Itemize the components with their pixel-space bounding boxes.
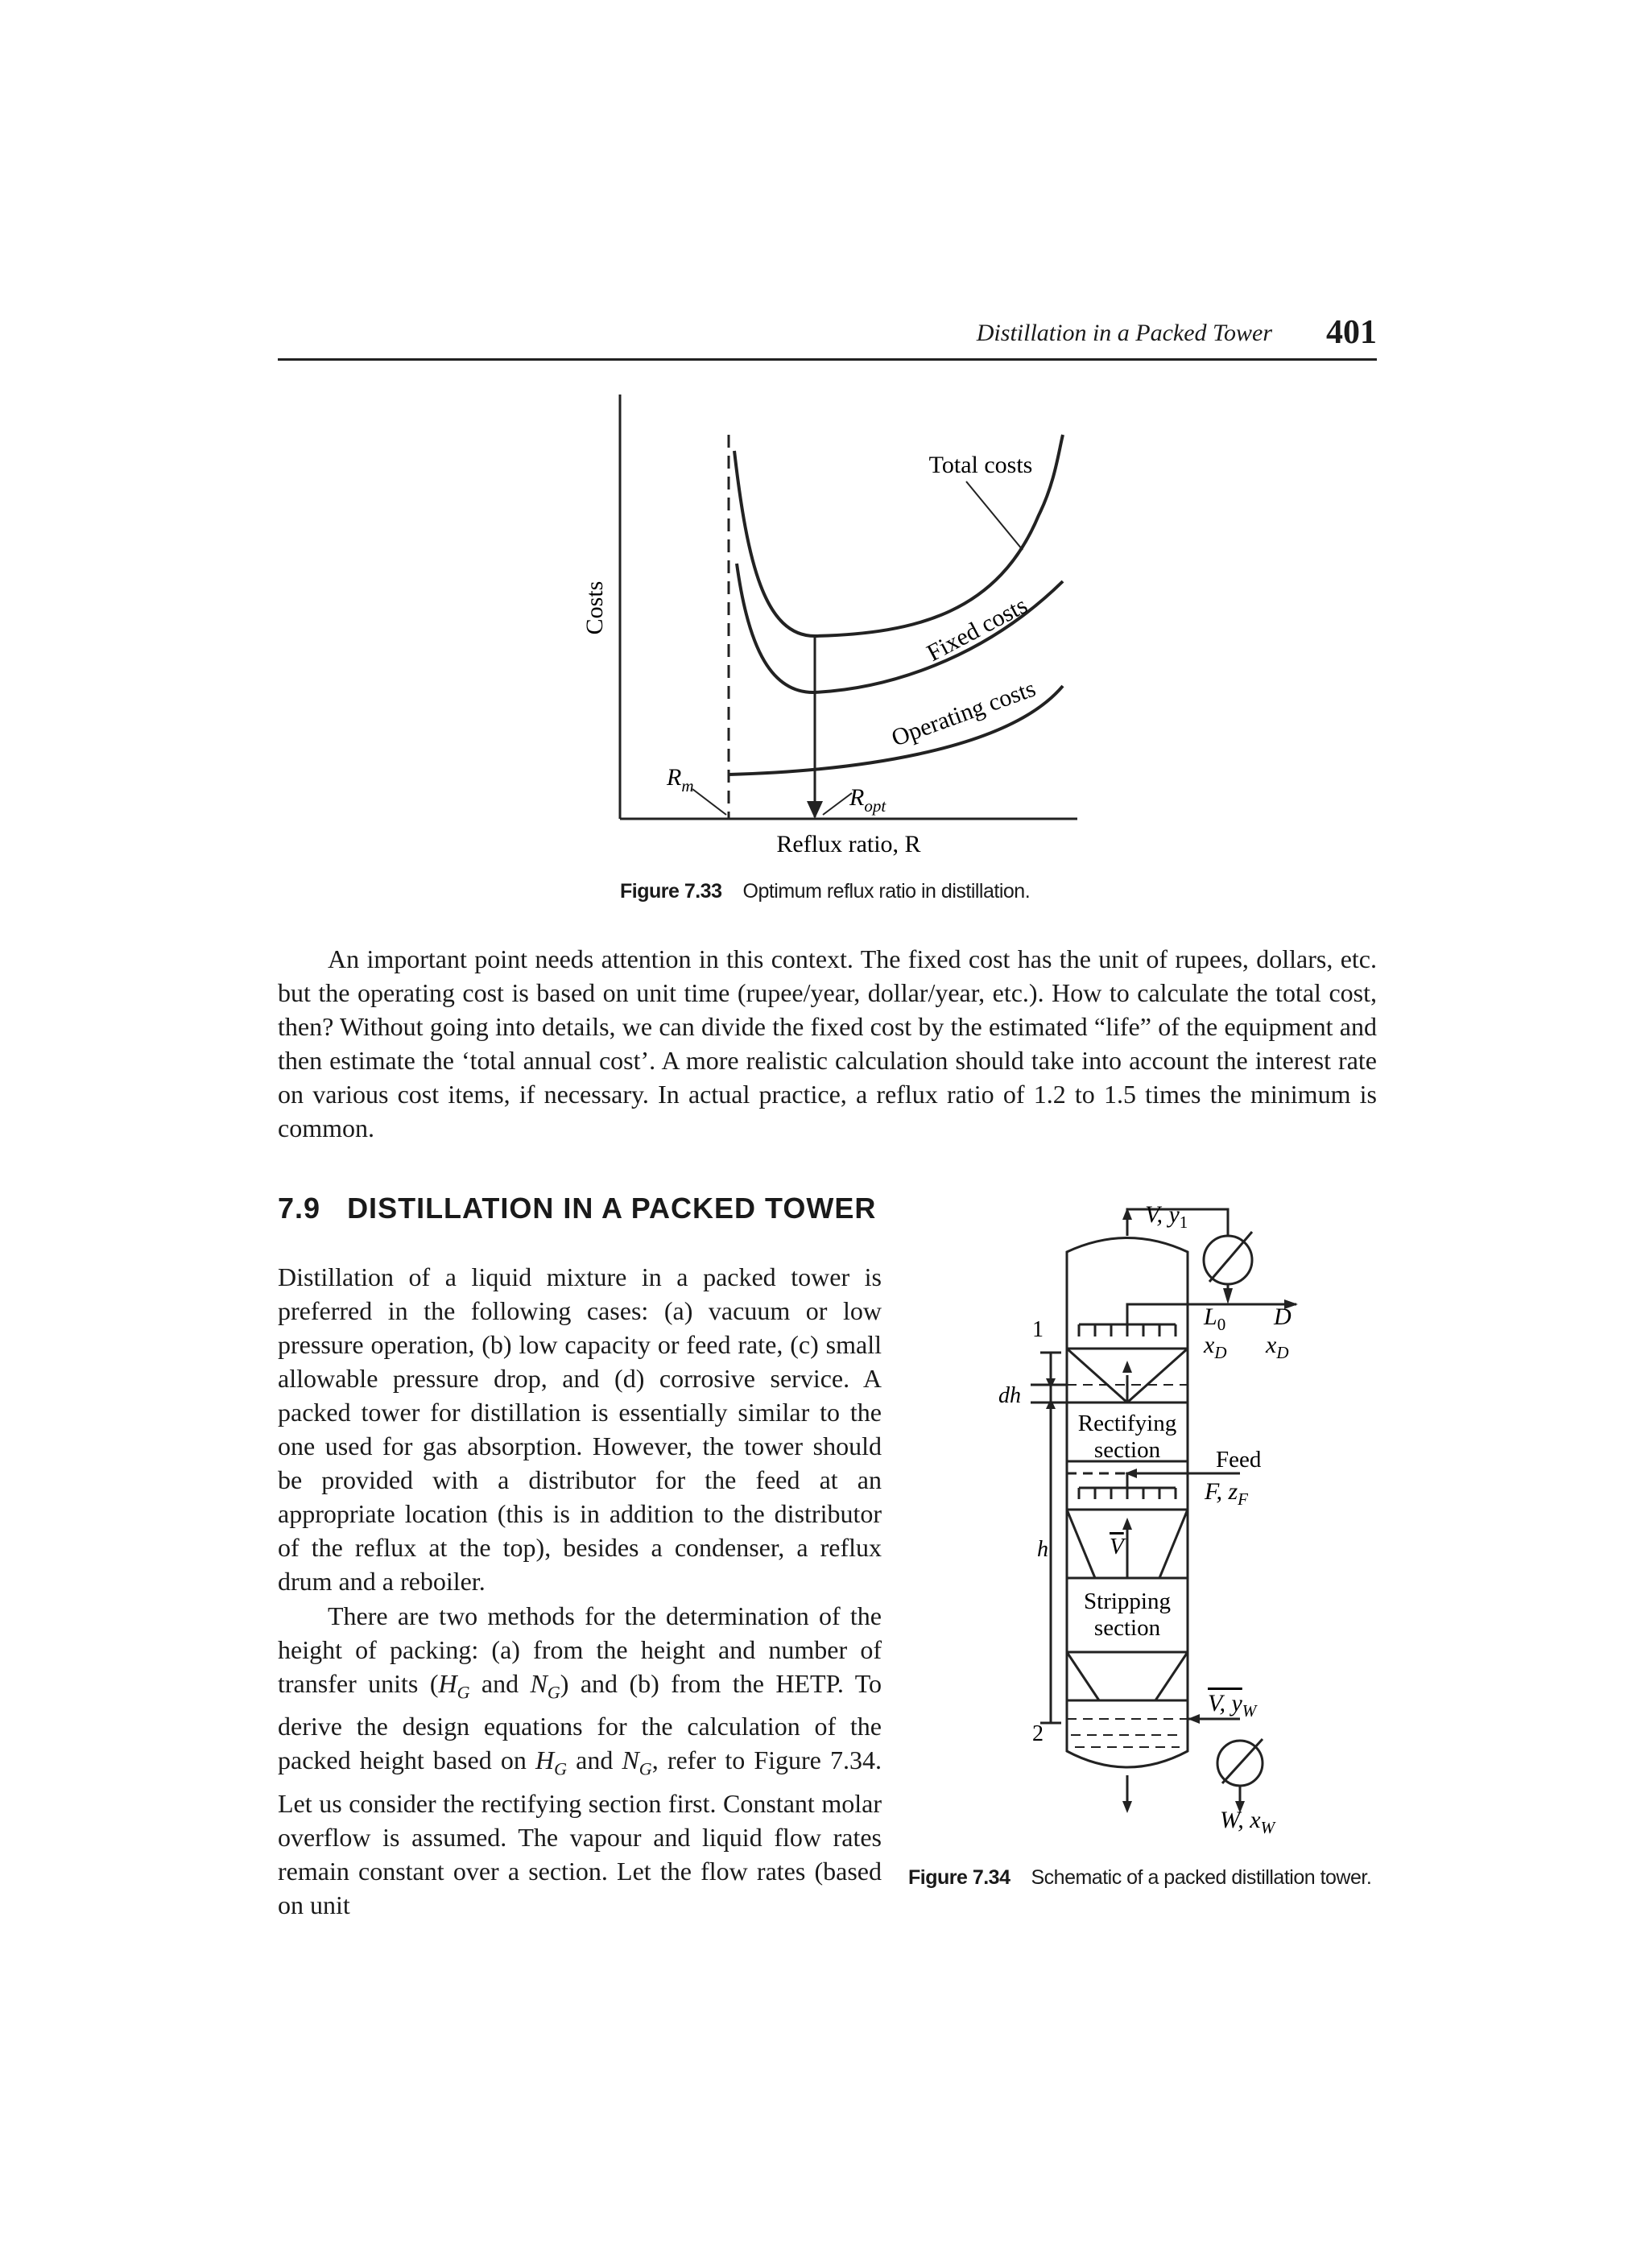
fixed-costs-label: Fixed costs [922, 592, 1032, 667]
running-title: Distillation in a Packed Tower [976, 320, 1272, 346]
caption-text: Schematic of a packed distillation tower. [1031, 1866, 1372, 1889]
stripping-cone-right [1159, 1510, 1188, 1578]
feed-label: Feed [1216, 1447, 1262, 1473]
x-axis-label: Reflux ratio, R [776, 831, 921, 857]
bottom-vapour-label: V, $y_W$ [1208, 1690, 1257, 1721]
x-d-label-2: $x_D$ [1266, 1332, 1289, 1362]
r-opt-label: $R_{opt}$ [849, 784, 886, 816]
x-d-label-1: $x_D$ [1204, 1332, 1227, 1362]
paragraph-1: An important point needs attention in this context. The fixed cost has the unit of rupees, dollars, etc. but the operating cost is based on unit time (rupee/year, dollar/year, etc.). How to calculate the total cost, then? Without going into details, we can divide the fixed cost by the estimated “life” of the equipment and then estimate the ‘total annual cost’. A more realistic calculation should take into account the interest rate on various cost items, if necessary. In actual practice, a reflux ratio of 1.2 to 1.5 times the minimum is common. [278, 944, 1377, 1142]
reflux-distributor-teeth [1079, 1324, 1176, 1336]
point-1-label: 1 [1032, 1317, 1044, 1342]
figure-7-34 [966, 1192, 1385, 1836]
operating-costs-label: Operating costs [888, 675, 1039, 752]
total-costs-leader [966, 481, 1023, 550]
stripping-cone-left [1067, 1510, 1095, 1578]
stripping-label-1: Stripping [1084, 1588, 1171, 1614]
dh-label: dh [998, 1383, 1021, 1408]
caption-number: Figure 7.33 [620, 880, 722, 903]
r-min-leader [692, 789, 726, 815]
section-number: 7.9 [278, 1192, 321, 1225]
r-opt-arrowhead [807, 801, 823, 819]
bottoms-label: W, $x_W$ [1220, 1807, 1275, 1836]
y-axis-label: Costs [581, 580, 608, 635]
distillate-d-label: D [1274, 1303, 1292, 1330]
figure-7-33-caption [620, 880, 1030, 903]
h-label: h [1037, 1537, 1048, 1562]
feed-fz-label: F, $z_F$ [1205, 1478, 1248, 1509]
figure-7-34-caption [908, 1866, 1371, 1890]
paragraph-3: There are two methods for the determination of the height of packing: (a) from the height and number of transfer units ($H_G$ and $N_G$) and (b) from the HETP. To derive the design equations for the calculation of the packed height based on $H_G$ and $N_G$, refer to Figure 7.34. Let us consider the rectifying section first. Constant molar overflow is assumed. The vapour and liquid flow rates remain constant over a section. Let the flow rates (based on unit [278, 1601, 882, 1919]
r-opt-leader [823, 793, 852, 815]
caption-text: Optimum reflux ratio in distillation. [742, 880, 1031, 903]
feed-distributor-teeth [1079, 1488, 1176, 1499]
reflux-l0-label: $L_0$ [1204, 1303, 1226, 1334]
rectifying-label-2: section [1093, 1437, 1161, 1463]
vbar-label: V [1110, 1534, 1124, 1560]
section-title: DISTILLATION IN A PACKED TOWER [347, 1192, 877, 1225]
r-min-label: $R_m$ [667, 764, 694, 795]
rectifying-cone-left [1067, 1349, 1127, 1403]
figure-7-33 [0, 0, 1649, 918]
point-2-label: 2 [1032, 1721, 1044, 1746]
total-costs-label: Total costs [928, 452, 1033, 478]
section-heading [278, 1192, 876, 1225]
page-number: 401 [1326, 314, 1377, 351]
caption-number: Figure 7.34 [908, 1866, 1010, 1889]
rectifying-cone-right [1127, 1349, 1188, 1403]
rectifying-label-1: Rectifying [1077, 1411, 1177, 1436]
paragraph-2: Distillation of a liquid mixture in a packed tower is preferred in the following cases: (a) vacuum or low pressure operation, (b) low capacity or feed rate, (c) small allowable pressure drop, and (d) corrosive service. A packed tower for distillation is essentially similar to the one used for gas absorption. However, the tower should be provided with a distributor for the feed at an appropriate location (this is in addition to the distributor of the reflux at the top), besides a condenser, a reflux drum and a reboiler. [278, 1262, 882, 1596]
stripping-label-2: section [1093, 1615, 1161, 1641]
top-vapour-label: V, $y_1$ [1145, 1201, 1188, 1232]
